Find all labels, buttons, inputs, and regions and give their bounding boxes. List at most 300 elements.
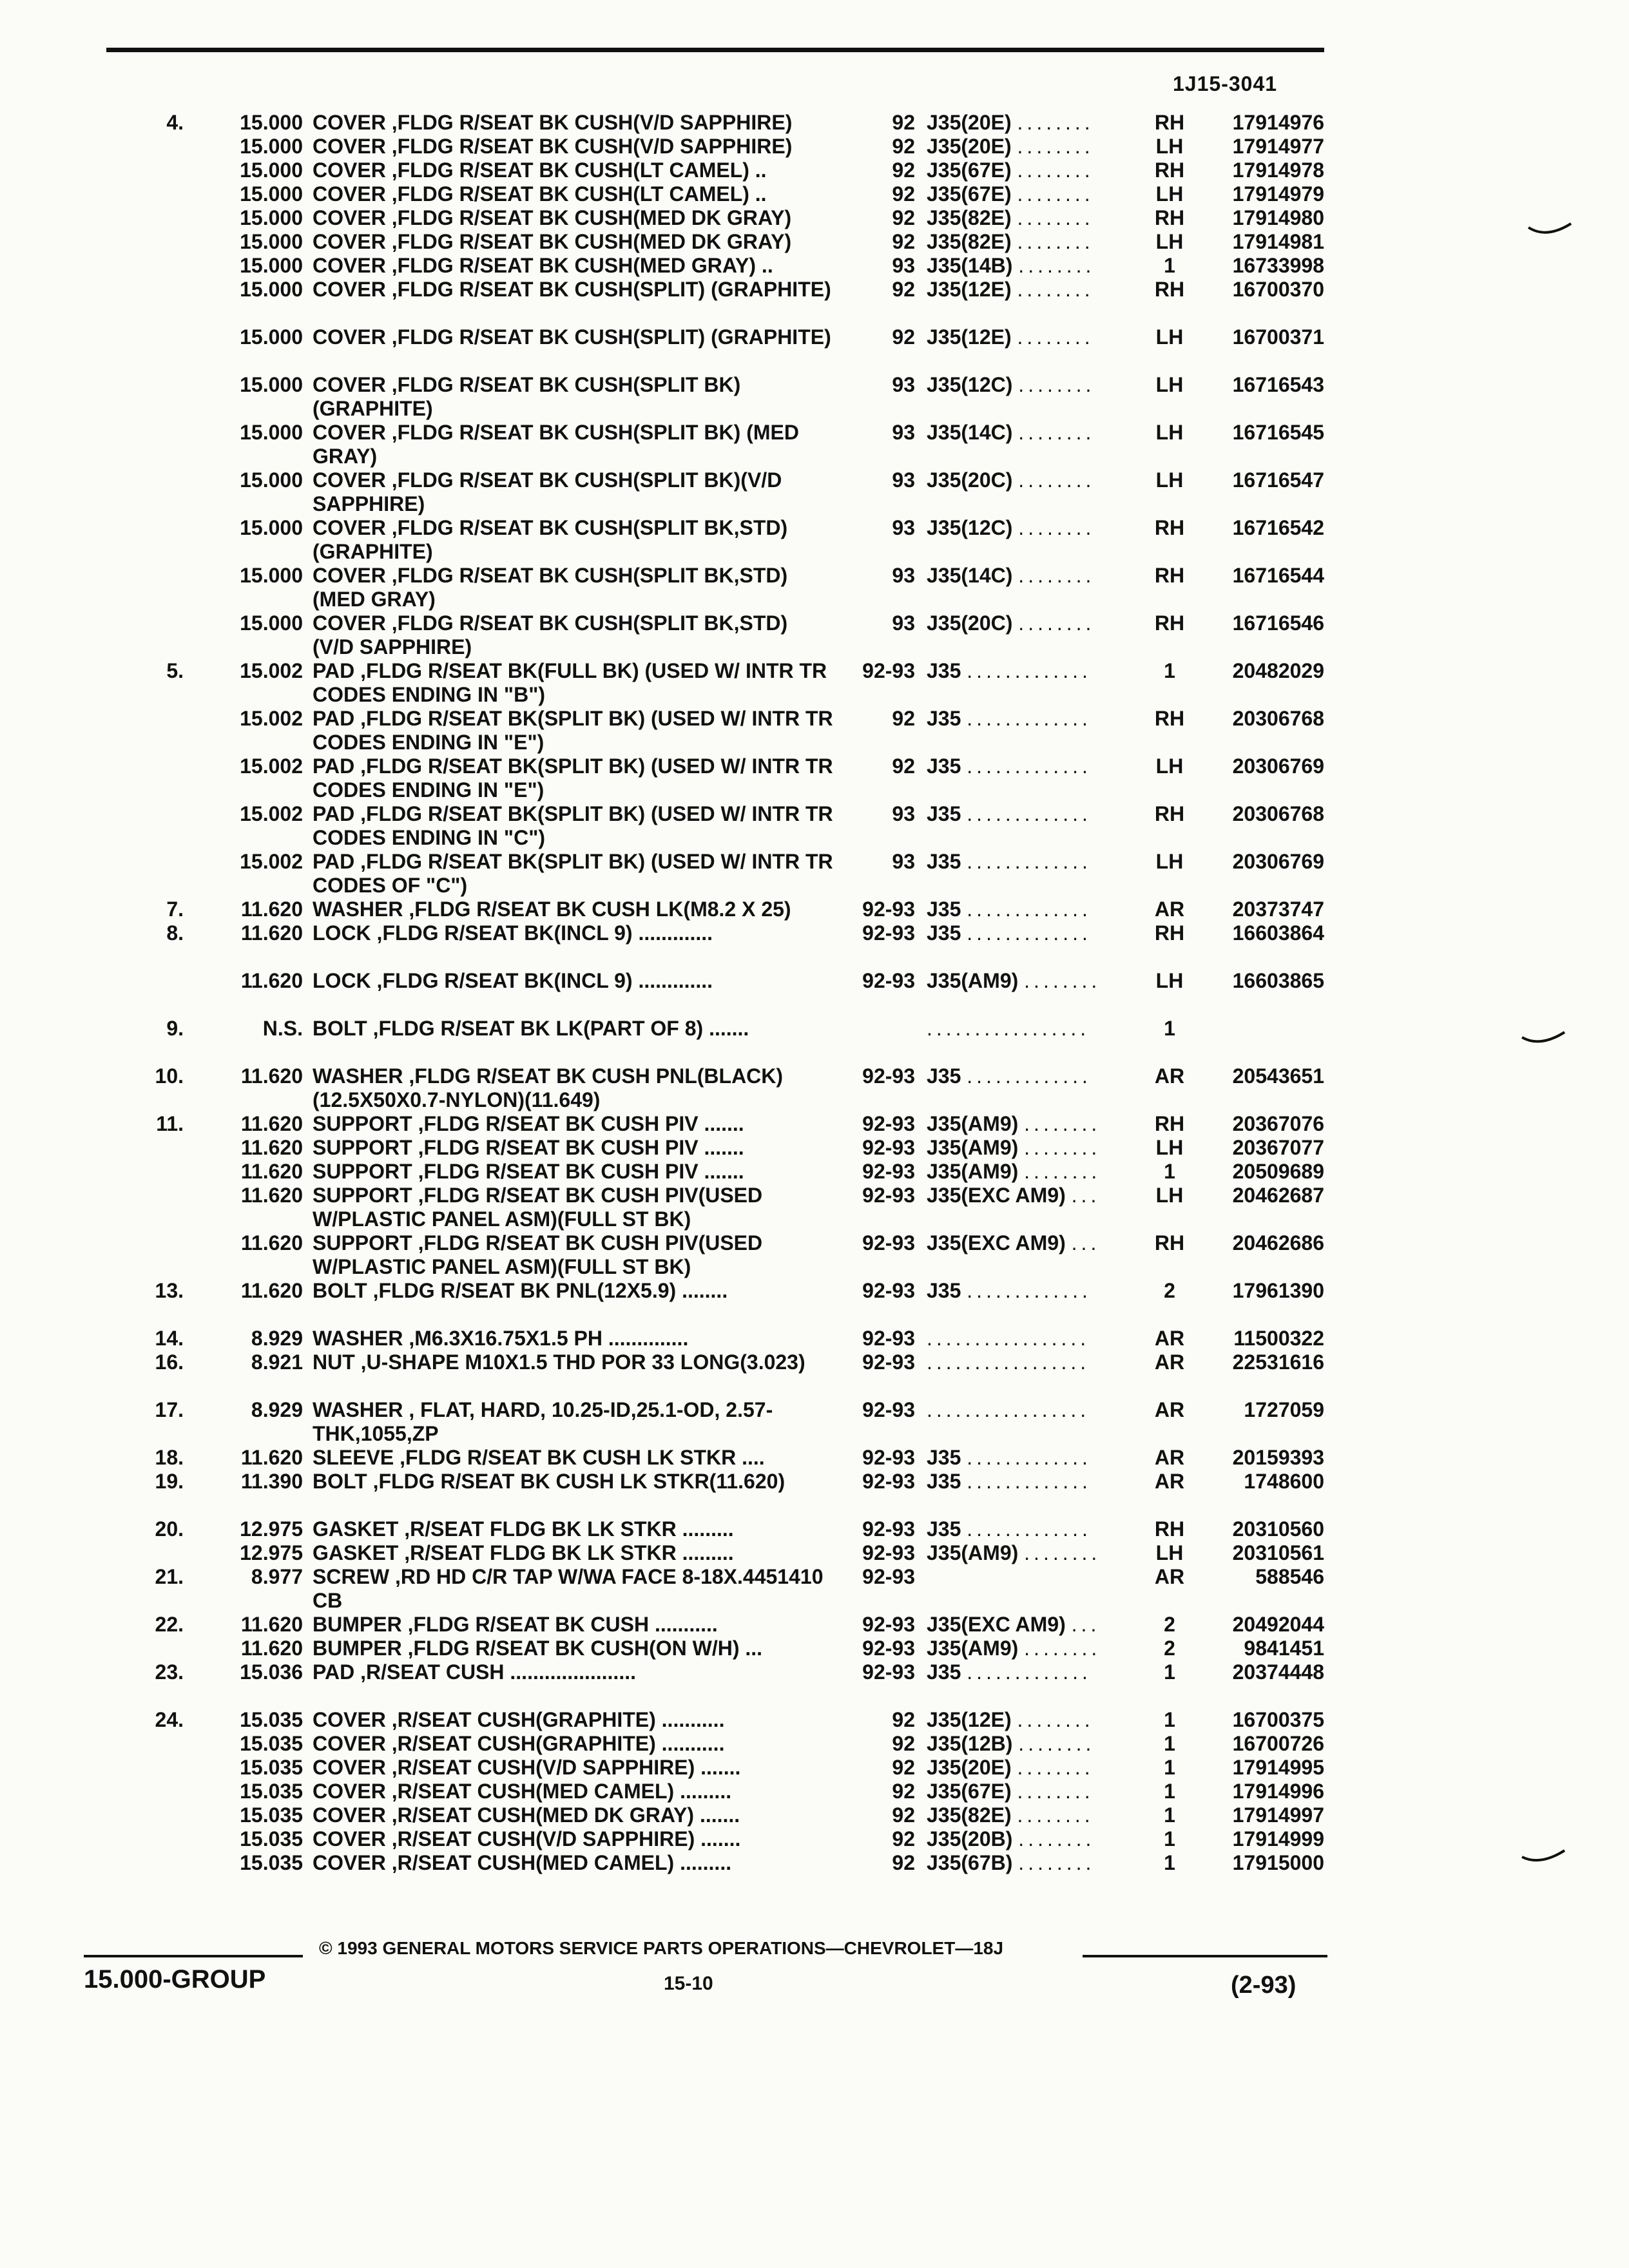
group-number: 15.035 xyxy=(240,1780,303,1803)
model-code-text: J35(67B) xyxy=(927,1851,1013,1874)
leader-dots: ... xyxy=(1071,1231,1101,1254)
part-description xyxy=(313,278,834,302)
leader-dots: ............. xyxy=(967,921,1092,945)
part-description xyxy=(313,1637,834,1660)
quantity: 1 xyxy=(1164,1732,1175,1755)
quantity: 1 xyxy=(1164,1827,1175,1850)
model-code xyxy=(927,1064,1139,1088)
model-year: 92-93 xyxy=(862,1398,915,1421)
part-name: BUMPER xyxy=(313,1637,402,1660)
part-name: BOLT xyxy=(313,1470,367,1493)
part-description xyxy=(313,1160,834,1184)
leader-dots: ........ xyxy=(1017,1780,1094,1803)
part-name: BOLT xyxy=(313,1017,367,1040)
quantity: 1 xyxy=(1164,659,1175,682)
leader-dots: ............. xyxy=(967,754,1092,778)
table-row xyxy=(0,969,1629,1017)
part-name: SUPPORT xyxy=(313,1231,412,1254)
leader-dots: ........ xyxy=(1017,1803,1094,1827)
quantity: RH xyxy=(1154,159,1185,182)
part-description-detail: , FLAT, HARD, 10.25-ID,25.1-OD, 2.57-THK,1055,ZP xyxy=(313,1398,773,1445)
part-number: 20367076 xyxy=(1232,1112,1324,1135)
part-description-detail: ,RD HD C/R TAP W/WA FACE 8-18X.4451410 CB xyxy=(313,1565,824,1612)
model-code xyxy=(927,111,1139,135)
group-number: 15.000 xyxy=(240,278,303,301)
table-row xyxy=(0,206,1629,230)
part-description-detail: ,R/SEAT CUSH(GRAPHITE) ........... xyxy=(391,1708,725,1731)
model-year: 92-93 xyxy=(862,1446,915,1469)
quantity: LH xyxy=(1155,421,1184,444)
quantity: LH xyxy=(1155,182,1184,206)
model-code-text: J35 xyxy=(927,898,961,921)
part-number: 17914978 xyxy=(1232,159,1324,182)
part-number: 16700371 xyxy=(1232,325,1324,349)
table-row xyxy=(0,564,1629,611)
leader-dots: ........ xyxy=(1024,1637,1101,1660)
part-description-detail: ,R/SEAT CUSH(MED DK GRAY) ....... xyxy=(391,1803,740,1827)
part-description-detail: ,FLDG R/SEAT BK(FULL BK) (USED W/ INTR TR CODES ENDING IN "B") xyxy=(313,659,827,706)
quantity: 1 xyxy=(1164,1780,1175,1803)
model-code-text: J35(AM9) xyxy=(927,1541,1019,1564)
ref-number: 8. xyxy=(166,921,184,945)
model-year: 93 xyxy=(892,850,915,873)
leader-dots: ........ xyxy=(1018,254,1095,277)
part-number: 20374448 xyxy=(1232,1660,1324,1684)
part-description xyxy=(313,1064,834,1112)
footer-rule-left xyxy=(84,1955,303,1957)
model-code-text: J35(82E) xyxy=(927,1803,1012,1827)
model-code-text: J35(AM9) xyxy=(927,969,1019,992)
part-description xyxy=(313,1446,834,1470)
part-name: COVER xyxy=(313,1851,386,1874)
model-code xyxy=(927,1517,1139,1541)
ref-number: 17. xyxy=(155,1398,184,1421)
group-number: 11.620 xyxy=(240,921,303,945)
leader-dots: ........ xyxy=(1018,421,1095,444)
model-year: 92-93 xyxy=(862,1112,915,1135)
part-name: WASHER xyxy=(313,1398,403,1421)
model-year: 92 xyxy=(892,159,915,182)
model-code-text: J35(14B) xyxy=(927,254,1013,277)
model-code-text: J35(12B) xyxy=(927,1732,1013,1755)
model-code xyxy=(927,1851,1139,1875)
model-year: 92 xyxy=(892,230,915,253)
part-description-detail: ,FLDG R/SEAT BK CUSH ........... xyxy=(407,1613,718,1636)
part-number: 11500322 xyxy=(1233,1327,1324,1350)
parts-table xyxy=(0,111,1629,1875)
model-code xyxy=(927,969,1139,993)
leader-dots: ................. xyxy=(927,1017,1090,1040)
ref-number: 22. xyxy=(155,1613,184,1636)
model-year: 92-93 xyxy=(862,1231,915,1254)
model-code-text: J35(20C) xyxy=(927,468,1013,492)
group-number: 15.035 xyxy=(240,1827,303,1850)
model-code-text: J35 xyxy=(927,1446,961,1469)
model-code-text: J35 xyxy=(927,659,961,682)
group-number: 11.620 xyxy=(240,1112,303,1135)
part-description-detail: ,FLDG R/SEAT BK(SPLIT BK) (USED W/ INTR TR CODES OF "C") xyxy=(313,850,833,897)
part-name: COVER xyxy=(313,206,386,229)
model-code xyxy=(927,206,1139,230)
model-code-text: J35(EXC AM9) xyxy=(927,1613,1066,1636)
quantity: LH xyxy=(1155,325,1184,349)
model-code-text: J35(AM9) xyxy=(927,1637,1019,1660)
model-year: 92-93 xyxy=(862,1517,915,1541)
model-year: 92 xyxy=(892,1732,915,1755)
model-code-text: J35 xyxy=(927,1279,961,1302)
part-number: 17914996 xyxy=(1232,1780,1324,1803)
leader-dots: ........ xyxy=(1017,111,1094,134)
part-number: 20462686 xyxy=(1232,1231,1324,1254)
table-row xyxy=(0,1541,1629,1565)
table-row xyxy=(0,111,1629,135)
part-description xyxy=(313,1350,834,1374)
model-code-text: J35(20B) xyxy=(927,1827,1013,1850)
part-number: 20482029 xyxy=(1232,659,1324,682)
model-year: 92-93 xyxy=(862,1660,915,1684)
part-name: COVER xyxy=(313,1780,386,1803)
ref-number: 16. xyxy=(155,1350,184,1374)
table-row xyxy=(0,1446,1629,1470)
model-year: 92-93 xyxy=(862,1350,915,1374)
model-code xyxy=(927,802,1139,826)
model-year: 93 xyxy=(892,254,915,277)
model-year: 92-93 xyxy=(862,1613,915,1636)
part-description xyxy=(313,707,834,754)
model-code-text: J35 xyxy=(927,754,961,778)
leader-dots: ............. xyxy=(967,898,1092,921)
part-name: COVER xyxy=(313,421,386,444)
table-row xyxy=(0,1184,1629,1231)
part-number: 16716544 xyxy=(1232,564,1324,587)
part-description xyxy=(313,564,834,611)
ref-number: 5. xyxy=(166,659,184,682)
group-number: 15.000 xyxy=(240,421,303,444)
leader-dots: ........ xyxy=(1017,1708,1094,1731)
ref-number: 13. xyxy=(155,1279,184,1302)
part-number: 17914977 xyxy=(1232,135,1324,158)
model-code xyxy=(927,135,1139,159)
part-description xyxy=(313,1279,834,1303)
group-number: 11.620 xyxy=(240,1613,303,1636)
model-code-text: J35 xyxy=(927,1660,961,1684)
leader-dots: ........ xyxy=(1017,1756,1094,1779)
quantity: RH xyxy=(1154,206,1185,229)
leader-dots: ........ xyxy=(1017,159,1094,182)
ref-number: 14. xyxy=(155,1327,184,1350)
part-name: COVER xyxy=(313,516,386,539)
part-description-detail: ,FLDG R/SEAT BK CUSH(ON W/H) ... xyxy=(407,1637,763,1660)
ref-number: 19. xyxy=(155,1470,184,1493)
part-description-detail: ,FLDG R/SEAT BK CUSH LK STKR(11.620) xyxy=(372,1470,786,1493)
part-name: COVER xyxy=(313,373,386,396)
leader-dots: ........ xyxy=(1018,564,1095,587)
leader-dots: ........ xyxy=(1017,325,1094,349)
part-description xyxy=(313,1398,834,1446)
table-row xyxy=(0,1732,1629,1756)
table-row xyxy=(0,1470,1629,1517)
part-name: SCREW xyxy=(313,1565,390,1588)
model-code xyxy=(927,850,1139,874)
part-name: WASHER xyxy=(313,1064,403,1088)
model-year: 93 xyxy=(892,421,915,444)
part-number: 16716547 xyxy=(1232,468,1324,492)
leader-dots: ............. xyxy=(967,659,1092,682)
leader-dots: ........ xyxy=(1017,206,1094,229)
part-description-detail: ,R/SEAT CUSH(V/D SAPPHIRE) ....... xyxy=(391,1827,741,1850)
part-name: WASHER xyxy=(313,898,403,921)
part-description xyxy=(313,1017,834,1041)
model-code-text: J35(82E) xyxy=(927,206,1012,229)
part-description xyxy=(313,802,834,850)
part-description xyxy=(313,850,834,898)
quantity: RH xyxy=(1154,802,1185,825)
model-code xyxy=(927,325,1139,349)
ref-number: 9. xyxy=(166,1017,184,1040)
part-description-detail: ,R/SEAT CUSH(V/D SAPPHIRE) ....... xyxy=(391,1756,741,1779)
part-name: WASHER xyxy=(313,1327,403,1350)
model-year: 92 xyxy=(892,1780,915,1803)
model-code-text: J35(12C) xyxy=(927,516,1013,539)
part-description-detail: ,R/SEAT CUSH(MED CAMEL) ......... xyxy=(391,1780,732,1803)
group-number: 15.036 xyxy=(240,1660,303,1684)
part-description-detail: ,FLDG R/SEAT BK CUSH LK STKR .... xyxy=(400,1446,765,1469)
leader-dots: ........ xyxy=(1018,1732,1095,1755)
model-code-text: J35(14C) xyxy=(927,421,1013,444)
model-code xyxy=(927,468,1139,492)
model-year: 92-93 xyxy=(862,1565,915,1588)
group-number: 15.000 xyxy=(240,206,303,229)
ref-number: 24. xyxy=(155,1708,184,1731)
part-number: 20543651 xyxy=(1232,1064,1324,1088)
group-number: 15.000 xyxy=(240,159,303,182)
table-row xyxy=(0,1827,1629,1851)
group-number: 11.620 xyxy=(240,1064,303,1088)
part-description xyxy=(313,1708,834,1732)
leader-dots: ............. xyxy=(967,850,1092,873)
model-code xyxy=(927,921,1139,945)
leader-dots: ................. xyxy=(927,1398,1090,1421)
part-number: 20462687 xyxy=(1232,1184,1324,1207)
part-number: 17914981 xyxy=(1232,230,1324,253)
part-number: 20310560 xyxy=(1232,1517,1324,1541)
model-year: 93 xyxy=(892,802,915,825)
part-name: COVER xyxy=(313,111,386,134)
part-description-detail: ,FLDG R/SEAT BK CUSH PNL(BLACK) (12.5X50X0.7-NYLON)(11.649) xyxy=(313,1064,784,1111)
model-code xyxy=(927,1708,1139,1732)
model-year: 93 xyxy=(892,516,915,539)
model-code xyxy=(927,1279,1139,1303)
model-code xyxy=(927,611,1139,635)
quantity: LH xyxy=(1155,969,1184,992)
page-number: 15-10 xyxy=(664,1973,713,1994)
model-year: 92 xyxy=(892,182,915,206)
part-name: COVER xyxy=(313,1708,386,1731)
model-year: 93 xyxy=(892,564,915,587)
table-row xyxy=(0,1780,1629,1803)
top-rule xyxy=(106,48,1324,52)
part-name: COVER xyxy=(313,1756,386,1779)
part-name: COVER xyxy=(313,611,386,635)
table-row xyxy=(0,659,1629,707)
part-description-detail: ,FLDG R/SEAT BK CUSH(SPLIT BK)(V/D SAPPHIRE) xyxy=(313,468,782,515)
model-code xyxy=(927,1136,1139,1160)
part-description xyxy=(313,921,834,945)
leader-dots: ........ xyxy=(1017,230,1094,253)
part-description xyxy=(313,1470,834,1494)
quantity: AR xyxy=(1154,1350,1185,1374)
group-number: 15.000 xyxy=(240,325,303,349)
part-number: 17914980 xyxy=(1232,206,1324,229)
leader-dots: ........ xyxy=(1024,1136,1101,1159)
page-code: 1J15-3041 xyxy=(1173,72,1278,95)
model-code xyxy=(927,182,1139,206)
quantity: AR xyxy=(1154,1565,1185,1588)
model-year: 92 xyxy=(892,1827,915,1850)
model-code xyxy=(927,1160,1139,1184)
part-description xyxy=(313,1327,834,1350)
part-name: BOLT xyxy=(313,1279,367,1302)
part-number: 20373747 xyxy=(1232,898,1324,921)
model-year: 93 xyxy=(892,468,915,492)
model-code-text: J35(12C) xyxy=(927,373,1013,396)
table-row xyxy=(0,1398,1629,1446)
check-mark-icon xyxy=(1527,222,1572,242)
ref-number: 18. xyxy=(155,1446,184,1469)
group-number: 15.000 xyxy=(240,254,303,277)
part-number: 17914997 xyxy=(1232,1803,1324,1827)
part-description xyxy=(313,1732,834,1756)
group-number: 15.035 xyxy=(240,1851,303,1874)
leader-dots: ................. xyxy=(927,1350,1090,1374)
part-description-detail: ,FLDG R/SEAT BK CUSH(MED DK GRAY) xyxy=(391,230,792,253)
model-year: 92 xyxy=(892,325,915,349)
leader-dots: ........ xyxy=(1017,182,1094,206)
leader-dots: ... xyxy=(1071,1184,1101,1207)
table-row xyxy=(0,254,1629,278)
quantity: LH xyxy=(1155,1136,1184,1159)
ref-number: 7. xyxy=(166,898,184,921)
model-code xyxy=(927,1398,1139,1422)
part-description-detail: ,FLDG R/SEAT BK CUSH(SPLIT) (GRAPHITE) xyxy=(391,278,831,301)
part-name: COVER xyxy=(313,1803,386,1827)
model-year: 92 xyxy=(892,206,915,229)
model-year: 92 xyxy=(892,135,915,158)
part-name: SUPPORT xyxy=(313,1160,412,1183)
model-year: 92-93 xyxy=(862,1470,915,1493)
model-code-text: J35(67E) xyxy=(927,159,1012,182)
table-row xyxy=(0,1017,1629,1064)
part-description xyxy=(313,1780,834,1803)
part-description-detail: ,FLDG R/SEAT BK CUSH(SPLIT BK) (MED GRAY) xyxy=(313,421,799,468)
quantity: AR xyxy=(1154,1398,1185,1421)
model-code xyxy=(927,1327,1139,1350)
table-row xyxy=(0,278,1629,325)
part-description xyxy=(313,421,834,468)
model-code-text: J35(20C) xyxy=(927,611,1013,635)
part-name: COVER xyxy=(313,230,386,253)
group-number: N.S. xyxy=(262,1017,303,1040)
part-name: COVER xyxy=(313,468,386,492)
part-number: 17914995 xyxy=(1232,1756,1324,1779)
model-year: 92-93 xyxy=(862,1637,915,1660)
part-description xyxy=(313,659,834,707)
part-description xyxy=(313,898,834,921)
model-year: 93 xyxy=(892,611,915,635)
leader-dots: ................. xyxy=(927,1327,1090,1350)
table-row xyxy=(0,707,1629,754)
leader-dots: ........ xyxy=(1024,969,1101,992)
part-description xyxy=(313,230,834,254)
quantity: RH xyxy=(1154,516,1185,539)
part-number: 16603864 xyxy=(1232,921,1324,945)
table-row xyxy=(0,1279,1629,1327)
leader-dots: ........ xyxy=(1018,468,1095,492)
table-row xyxy=(0,516,1629,564)
model-code xyxy=(927,1112,1139,1136)
quantity: LH xyxy=(1155,230,1184,253)
model-year: 92-93 xyxy=(862,921,915,945)
model-code-text: J35 xyxy=(927,802,961,825)
model-year: 92 xyxy=(892,707,915,730)
model-year: 92-93 xyxy=(862,659,915,682)
model-code xyxy=(927,659,1139,683)
ref-number: 20. xyxy=(155,1517,184,1541)
model-code xyxy=(927,754,1139,778)
part-description xyxy=(313,1613,834,1637)
part-number: 16716546 xyxy=(1232,611,1324,635)
part-description-detail: ,R/SEAT FLDG BK LK STKR ......... xyxy=(404,1517,734,1541)
table-row xyxy=(0,230,1629,254)
group-number: 15.000 xyxy=(240,468,303,492)
model-code xyxy=(927,278,1139,302)
part-description-detail: ,FLDG R/SEAT BK CUSH(V/D SAPPHIRE) xyxy=(391,111,793,134)
part-description-detail: ,FLDG R/SEAT BK CUSH PIV ....... xyxy=(418,1112,744,1135)
quantity: AR xyxy=(1154,1470,1185,1493)
part-name: BUMPER xyxy=(313,1613,402,1636)
table-row xyxy=(0,1851,1629,1875)
table-row xyxy=(0,611,1629,659)
model-year: 92-93 xyxy=(862,1541,915,1564)
group-number: 15.002 xyxy=(240,850,303,873)
leader-dots: ........ xyxy=(1018,516,1095,539)
ref-number: 10. xyxy=(155,1064,184,1088)
part-description-detail: ,FLDG R/SEAT BK CUSH(SPLIT) (GRAPHITE) xyxy=(391,325,831,349)
model-code-text: J35(20E) xyxy=(927,111,1012,134)
model-code-text: J35 xyxy=(927,707,961,730)
group-number: 15.035 xyxy=(240,1803,303,1827)
part-name: NUT xyxy=(313,1350,355,1374)
part-number: 17915000 xyxy=(1232,1851,1324,1874)
quantity: AR xyxy=(1154,1446,1185,1469)
model-code xyxy=(927,421,1139,445)
part-name: SLEEVE xyxy=(313,1446,394,1469)
group-number: 11.620 xyxy=(240,1446,303,1469)
table-row xyxy=(0,1160,1629,1184)
part-description xyxy=(313,611,834,659)
part-description-detail: ,FLDG R/SEAT BK CUSH PIV(USED W/PLASTIC PANEL ASM)(FULL ST BK) xyxy=(313,1231,763,1278)
part-description xyxy=(313,325,834,349)
part-name: COVER xyxy=(313,182,386,206)
part-description-detail: ,FLDG R/SEAT BK CUSH(LT CAMEL) .. xyxy=(391,159,767,182)
part-number: 20310561 xyxy=(1232,1541,1324,1564)
model-code-text: J35(AM9) xyxy=(927,1136,1019,1159)
quantity: 1 xyxy=(1164,1851,1175,1874)
group-number: 15.002 xyxy=(240,707,303,730)
leader-dots: ........ xyxy=(1024,1541,1101,1564)
group-number: 8.929 xyxy=(251,1398,303,1421)
part-description-detail: ,FLDG R/SEAT BK LK(PART OF 8) ....... xyxy=(372,1017,749,1040)
